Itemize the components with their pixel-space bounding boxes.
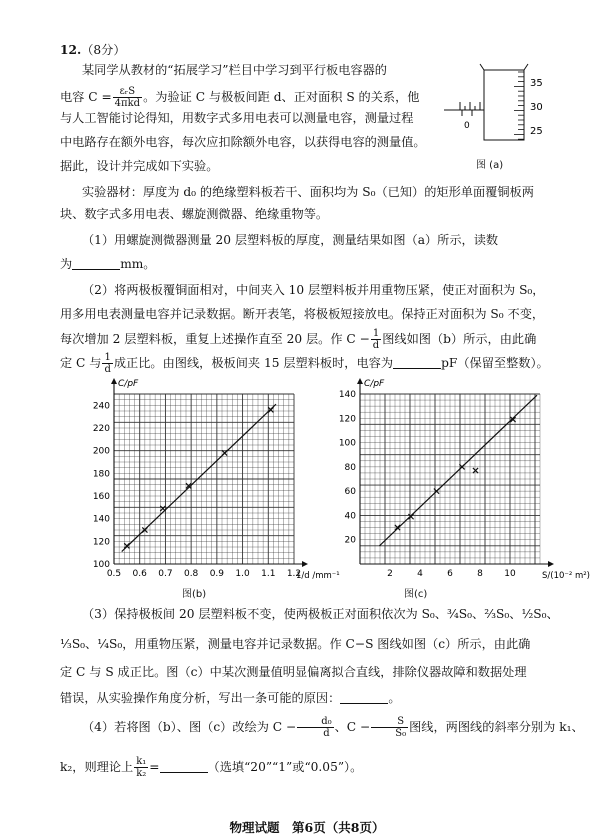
intro-line-5: 据此，设计并完成如下实验。 [60, 159, 219, 173]
data-point [473, 468, 478, 473]
question-number: 12. [60, 43, 82, 57]
micrometer-figure [440, 62, 560, 152]
x-tick-label: 1.2 [286, 569, 302, 579]
part2-line-3: 每次增加 2 层塑料板，重复上述操作直至 20 层。作 C − $\frac{1}{d}$ 图线如图（b）所示，由此确 [60, 328, 537, 351]
y-tick-label: 180 [92, 469, 110, 480]
thimble-label-25: 25 [530, 126, 543, 137]
y-tick-label: 240 [92, 401, 110, 412]
inverse-d-fraction: $\frac{1}{d}$ [372, 328, 380, 351]
equipment-line-1: 实验器材：厚度为 d₀ 的绝缘塑料板若干、面积均为 S₀（已知）的矩形单面覆铜板两 [82, 185, 534, 199]
y-tick-label: 60 [344, 487, 356, 498]
part2-line-4: 定 C 与 $\frac{1}{d}$ 成正比。由图线，极板间夹 15 层塑料板时，电容为 pF（保留至整数）。 [60, 352, 549, 375]
x-tick-label: 2 [387, 569, 393, 579]
y-axis-label: C/pF [364, 379, 385, 389]
x-tick-label: 10 [504, 569, 516, 579]
figure-c-caption: 图(c) [404, 589, 428, 600]
capacitance-formula: $\frac{\text{εᵣS}}{\text{4πkd}}$ [114, 86, 141, 109]
question-score: （8分） [81, 43, 126, 57]
thimble-label-35: 35 [530, 78, 543, 89]
x-axis-arrow [548, 561, 554, 567]
part4-answer-blank[interactable] [160, 760, 208, 773]
intro-line-2: 电容 C = $\frac{\text{εᵣS}}{\text{4πkd}}$ 。为验证 C 与极板间距 d、正对面积 S 的关系，他 [60, 86, 420, 109]
page-footer: 物理试题 第6页（共8页） [229, 820, 385, 835]
fit-line [380, 395, 538, 546]
y-tick-label: 160 [92, 492, 110, 502]
x-axis-label: 1/d /mm⁻¹ [296, 571, 340, 581]
y-tick-label: 20 [344, 535, 356, 546]
chart-c [330, 372, 590, 582]
inverse-d-fraction-2: $\frac{1}{d}$ [104, 352, 111, 375]
part1-line-1: （1）用螺旋测微器测量 20 层塑料板的厚度，测量结果如图（a）所示，读数 [82, 233, 499, 247]
x-tick-label: 0.6 [132, 569, 147, 579]
x-tick-label: 0.8 [183, 569, 199, 579]
intro-line-4: 中电路存在额外电容，每次应扣除额外电容，以获得电容的测量值。 [60, 135, 426, 149]
main-scale-zero: 0 [464, 121, 470, 131]
equipment-line-2: 块、数字式多用电表、螺旋测微器、绝缘重物等。 [60, 207, 329, 221]
y-tick-label: 120 [338, 414, 356, 425]
x-axis-arrow [302, 561, 308, 567]
part2-line-2: 用多用电表测量电容并记录数据。断开表笔，将极板短接放电。保持正对面积为 S₀ 不变， [60, 307, 545, 321]
y-tick-label: 40 [344, 511, 356, 522]
data-point [160, 506, 165, 511]
part1-line-2: 为 mm。 [60, 257, 156, 271]
x-tick-label: 0.5 [106, 569, 122, 579]
x-tick-label: 0.9 [209, 569, 225, 579]
x-tick-label: 0.7 [158, 569, 173, 579]
figure-a-caption: 图 (a) [476, 160, 504, 171]
figure-b-caption: 图(b) [182, 589, 207, 600]
y-tick-label: 220 [92, 424, 110, 434]
intro-line-3: 与人工智能讨论得知，用数字式多用电表可以测量电容，测量过程 [60, 111, 414, 125]
part4-line-1: （4）若将图（b）、图（c）改绘为 C − $\frac{\text{d₀}}{d}$ 、C − $\frac{S}{\text{S₀}}$ 图线，两图线的斜率分别为 k₁、 [82, 716, 584, 739]
x-tick-label: 4 [417, 569, 423, 579]
part3-line-4: 错误，从实验操作角度分析，写出一条可能的原因： 。 [60, 691, 401, 705]
y-axis-arrow [357, 378, 363, 384]
x-axis-label: S/(10⁻² m²) [542, 571, 590, 581]
data-point [124, 543, 129, 548]
part1-answer-blank[interactable] [72, 257, 120, 270]
part3-line-3: 定 C 与 S 成正比。图（c）中某次测量值明显偏离拟合直线，排除仪器故障和数据处理 [60, 665, 527, 679]
y-tick-label: 100 [92, 560, 110, 570]
y-tick-label: 200 [92, 446, 110, 457]
part2-line-1: （2）将两极板覆铜面相对，中间夹入 10 层塑料板并用重物压紧，使正对面积为 S₀， [82, 283, 545, 297]
part3-line-2: ⅓S₀、¼S₀，用重物压紧，测量电容并记录数据。作 C−S 图线如图（c）所示，由此确 [60, 637, 531, 651]
chart-b [78, 372, 340, 582]
part4-line-2: k₂，则理论上 $\frac{\text{k₁}}{\text{k₂}}$ = （选填“20”“1”或“0.05”）。 [60, 756, 363, 779]
part2-answer-blank[interactable] [393, 356, 441, 369]
y-tick-label: 140 [92, 514, 110, 525]
part3-line-1: （3）保持极板间 20 层塑料板不变，使两极板正对面积依次为 S₀、¾S₀、⅔S₀、½S₀、 [82, 607, 559, 621]
x-tick-label: 6 [447, 569, 453, 579]
y-tick-label: 100 [338, 438, 356, 449]
x-tick-label: 1.1 [261, 569, 276, 579]
x-tick-label: 1.0 [235, 569, 250, 579]
data-point [268, 407, 273, 412]
part3-answer-blank[interactable] [340, 691, 388, 704]
thimble-label-30: 30 [530, 102, 543, 113]
y-axis-label: C/pF [118, 379, 139, 389]
y-tick-label: 80 [344, 462, 356, 473]
capacitance-formula-lhs: C = [88, 90, 112, 104]
d0-over-d-fraction: $\frac{\text{d₀}}{d}$ [297, 716, 333, 739]
y-tick-label: 120 [92, 537, 110, 548]
y-axis-arrow [111, 378, 117, 384]
s-over-s0-fraction: $\frac{S}{\text{S₀}}$ [371, 716, 408, 739]
question-header [60, 42, 570, 59]
intro-line-1: 某同学从教材的“拓展学习”栏目中学习到平行板电容器的 [82, 63, 387, 77]
k1-over-k2-fraction: $\frac{\text{k₁}}{\text{k₂}}$ [136, 756, 147, 779]
x-tick-label: 8 [477, 569, 483, 579]
y-tick-label: 140 [338, 390, 356, 400]
